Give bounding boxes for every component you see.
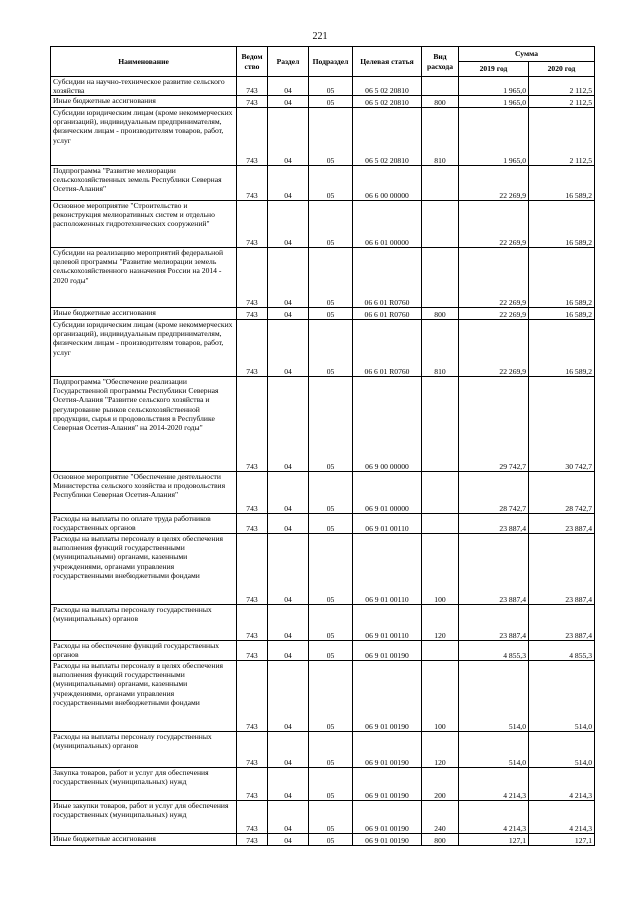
cell-name: Расходы на выплаты персоналу государственных (муниципальных) органов [51, 732, 237, 768]
cell-v2019: 28 742,7 [459, 472, 529, 514]
cell-type: 100 [422, 534, 459, 605]
table-row [51, 732, 595, 768]
cell-section: 04 [268, 77, 309, 96]
cell-subsection: 05 [309, 534, 353, 605]
cell-v2019: 127,1 [459, 834, 529, 846]
cell-name: Основное мероприятие "Обеспечение деятельности Министерства сельского хозяйства и продовольствия Республики Северная Осетия-Алания" [51, 472, 237, 514]
cell-v2019: 1 965,0 [459, 108, 529, 166]
cell-section: 04 [268, 768, 309, 801]
cell-target: 06 9 01 00190 [353, 661, 422, 732]
cell-target: 06 9 01 00190 [353, 768, 422, 801]
cell-subsection: 05 [309, 801, 353, 834]
cell-target: 06 9 01 00190 [353, 801, 422, 834]
cell-type: 800 [422, 308, 459, 320]
cell-ministry: 743 [237, 768, 268, 801]
table-row [51, 834, 595, 846]
cell-v2019: 514,0 [459, 732, 529, 768]
cell-target: 06 5 02 20810 [353, 77, 422, 96]
cell-type [422, 166, 459, 201]
cell-v2020: 23 887,4 [529, 605, 595, 641]
cell-v2019: 4 214,3 [459, 801, 529, 834]
table-row [51, 641, 595, 661]
cell-ministry: 743 [237, 377, 268, 472]
table-row [51, 605, 595, 641]
cell-v2020: 16 589,2 [529, 320, 595, 377]
cell-subsection: 05 [309, 320, 353, 377]
header-amount: Сумма [459, 47, 595, 62]
cell-subsection: 05 [309, 661, 353, 732]
cell-name: Субсидии юридическим лицам (кроме некоммерческих организаций), индивидуальным предпринимателям, физическим лицам - производителям товаров, работ, услуг [51, 320, 237, 377]
cell-section: 04 [268, 308, 309, 320]
cell-type: 120 [422, 605, 459, 641]
cell-v2020: 4 855,3 [529, 641, 595, 661]
cell-name: Подпрограмма "Развитие мелиорации сельскохозяйственных земель Республики Северная Осетия-Алания" [51, 166, 237, 201]
cell-section: 04 [268, 661, 309, 732]
cell-target: 06 9 00 00000 [353, 377, 422, 472]
cell-name: Основное мероприятие "Строительство и реконструкция мелиоративных систем и отдельно расположенных гидротехнических сооружений" [51, 201, 237, 248]
header-type: Вид расхода [422, 47, 459, 77]
cell-subsection: 05 [309, 308, 353, 320]
cell-ministry: 743 [237, 801, 268, 834]
table-row [51, 248, 595, 308]
cell-ministry: 743 [237, 108, 268, 166]
cell-ministry: 743 [237, 308, 268, 320]
cell-section: 04 [268, 801, 309, 834]
cell-ministry: 743 [237, 77, 268, 96]
cell-subsection: 05 [309, 605, 353, 641]
cell-v2020: 4 214,3 [529, 768, 595, 801]
cell-name: Расходы на выплаты персоналу в целях обеспечения выполнения функций государственными (муниципальными) органами, казенными учреждениями, органами управления государственными внебюджетными фондами [51, 661, 237, 732]
cell-subsection: 05 [309, 96, 353, 108]
cell-v2020: 23 887,4 [529, 534, 595, 605]
cell-type: 800 [422, 834, 459, 846]
page-number: 221 [312, 31, 328, 42]
table-row [51, 472, 595, 514]
table-row [51, 96, 595, 108]
cell-v2019: 23 887,4 [459, 534, 529, 605]
cell-type: 240 [422, 801, 459, 834]
cell-v2019: 22 269,9 [459, 248, 529, 308]
cell-target: 06 6 01 00000 [353, 201, 422, 248]
cell-section: 04 [268, 534, 309, 605]
cell-target: 06 9 01 00190 [353, 732, 422, 768]
cell-name: Иные бюджетные ассигнования [51, 96, 237, 108]
cell-name: Субсидии на научно-техническое развитие сельского хозяйства [51, 77, 237, 96]
cell-name: Расходы на выплаты персоналу в целях обеспечения выполнения функций государственными (муниципальными) органами, казенными учреждениями, органами управления государственными внебюджетными фондами [51, 534, 237, 605]
cell-type [422, 77, 459, 96]
cell-v2020: 16 589,2 [529, 166, 595, 201]
cell-ministry: 743 [237, 661, 268, 732]
table-row [51, 77, 595, 96]
cell-target: 06 9 01 00190 [353, 834, 422, 846]
cell-v2020: 2 112,5 [529, 77, 595, 96]
cell-ministry: 743 [237, 166, 268, 201]
cell-section: 04 [268, 641, 309, 661]
table-row [51, 201, 595, 248]
cell-type [422, 641, 459, 661]
cell-section: 04 [268, 201, 309, 248]
cell-v2019: 1 965,0 [459, 96, 529, 108]
cell-name: Расходы на выплаты персоналу государственных (муниципальных) органов [51, 605, 237, 641]
cell-section: 04 [268, 472, 309, 514]
cell-target: 06 9 01 00110 [353, 534, 422, 605]
cell-name: Закупка товаров, работ и услуг для обеспечения государственных (муниципальных) нужд [51, 768, 237, 801]
cell-v2020: 514,0 [529, 732, 595, 768]
cell-name: Иные бюджетные ассигнования [51, 834, 237, 846]
cell-v2019: 22 269,9 [459, 201, 529, 248]
table-row [51, 661, 595, 732]
cell-section: 04 [268, 514, 309, 534]
cell-target: 06 6 01 R0760 [353, 308, 422, 320]
cell-target: 06 9 01 00000 [353, 472, 422, 514]
cell-type: 810 [422, 320, 459, 377]
cell-type [422, 514, 459, 534]
cell-v2020: 127,1 [529, 834, 595, 846]
cell-name: Субсидии на реализацию мероприятий федеральной целевой программы "Развитие мелиорации земель сельскохозяйственного назначения России на 2014 - 2020 годы" [51, 248, 237, 308]
cell-subsection: 05 [309, 201, 353, 248]
cell-ministry: 743 [237, 834, 268, 846]
cell-v2020: 28 742,7 [529, 472, 595, 514]
cell-v2019: 514,0 [459, 661, 529, 732]
cell-section: 04 [268, 108, 309, 166]
cell-name: Подпрограмма "Обеспечение реализации Государственной программы Республики Северная Осетия-Алания "Развитие сельского хозяйства и регулирование рынков сельскохозяйственной продукции, сырья и продовольствия в Республике Северная Осетия-Алания" на 2014-2020 годы" [51, 377, 237, 472]
table-body [51, 77, 595, 846]
cell-target: 06 5 02 20810 [353, 108, 422, 166]
cell-ministry: 743 [237, 472, 268, 514]
table-row [51, 534, 595, 605]
table-row [51, 801, 595, 834]
cell-type [422, 472, 459, 514]
header-year-2019: 2019 год [459, 62, 529, 77]
cell-section: 04 [268, 605, 309, 641]
cell-subsection: 05 [309, 248, 353, 308]
cell-v2019: 1 965,0 [459, 77, 529, 96]
cell-ministry: 743 [237, 96, 268, 108]
cell-target: 06 9 01 00110 [353, 605, 422, 641]
table-row [51, 514, 595, 534]
cell-section: 04 [268, 166, 309, 201]
cell-subsection: 05 [309, 732, 353, 768]
cell-name: Иные бюджетные ассигнования [51, 308, 237, 320]
cell-v2019: 22 269,9 [459, 320, 529, 377]
cell-subsection: 05 [309, 166, 353, 201]
cell-ministry: 743 [237, 605, 268, 641]
cell-v2020: 30 742,7 [529, 377, 595, 472]
cell-v2020: 4 214,3 [529, 801, 595, 834]
cell-section: 04 [268, 834, 309, 846]
cell-type: 800 [422, 96, 459, 108]
cell-subsection: 05 [309, 514, 353, 534]
cell-subsection: 05 [309, 834, 353, 846]
table-row [51, 108, 595, 166]
header-year-2020: 2020 год [529, 62, 595, 77]
cell-subsection: 05 [309, 108, 353, 166]
table-row [51, 320, 595, 377]
cell-target: 06 6 01 R0760 [353, 248, 422, 308]
cell-section: 04 [268, 248, 309, 308]
cell-v2020: 2 112,5 [529, 96, 595, 108]
cell-section: 04 [268, 732, 309, 768]
cell-ministry: 743 [237, 248, 268, 308]
cell-v2020: 23 887,4 [529, 514, 595, 534]
cell-target: 06 6 00 00000 [353, 166, 422, 201]
cell-subsection: 05 [309, 77, 353, 96]
cell-subsection: 05 [309, 377, 353, 472]
header-ministry: Ведом ство [237, 47, 268, 77]
table-row [51, 768, 595, 801]
cell-section: 04 [268, 96, 309, 108]
cell-ministry: 743 [237, 641, 268, 661]
table-row [51, 377, 595, 472]
header-target: Целевая статья [353, 47, 422, 77]
cell-v2020: 16 589,2 [529, 248, 595, 308]
cell-v2020: 514,0 [529, 661, 595, 732]
budget-table [50, 46, 595, 846]
cell-type: 810 [422, 108, 459, 166]
cell-type [422, 201, 459, 248]
cell-target: 06 9 01 00190 [353, 641, 422, 661]
cell-v2019: 4 214,3 [459, 768, 529, 801]
cell-v2020: 16 589,2 [529, 201, 595, 248]
cell-section: 04 [268, 377, 309, 472]
cell-v2019: 23 887,4 [459, 605, 529, 641]
cell-target: 06 5 02 20810 [353, 96, 422, 108]
cell-v2019: 22 269,9 [459, 308, 529, 320]
cell-subsection: 05 [309, 768, 353, 801]
cell-ministry: 743 [237, 201, 268, 248]
cell-v2020: 16 589,2 [529, 308, 595, 320]
cell-v2019: 22 269,9 [459, 166, 529, 201]
cell-type: 120 [422, 732, 459, 768]
table-row [51, 308, 595, 320]
cell-type: 100 [422, 661, 459, 732]
header-subsection: Подраздел [309, 47, 353, 77]
cell-name: Расходы на обеспечение функций государственных органов [51, 641, 237, 661]
cell-type [422, 377, 459, 472]
table-row [51, 166, 595, 201]
cell-v2019: 23 887,4 [459, 514, 529, 534]
cell-type [422, 248, 459, 308]
cell-ministry: 743 [237, 732, 268, 768]
cell-name: Расходы на выплаты по оплате труда работников государственных органов [51, 514, 237, 534]
cell-v2019: 4 855,3 [459, 641, 529, 661]
cell-name: Иные закупки товаров, работ и услуг для обеспечения государственных (муниципальных) нужд [51, 801, 237, 834]
cell-target: 06 6 01 R0760 [353, 320, 422, 377]
header-section: Раздел [268, 47, 309, 77]
cell-subsection: 05 [309, 641, 353, 661]
cell-ministry: 743 [237, 534, 268, 605]
cell-target: 06 9 01 00110 [353, 514, 422, 534]
cell-v2020: 2 112,5 [529, 108, 595, 166]
cell-section: 04 [268, 320, 309, 377]
cell-type: 200 [422, 768, 459, 801]
cell-ministry: 743 [237, 514, 268, 534]
cell-subsection: 05 [309, 472, 353, 514]
header-name: Наименование [51, 47, 237, 77]
cell-ministry: 743 [237, 320, 268, 377]
cell-name: Субсидии юридическим лицам (кроме некоммерческих организаций), индивидуальным предпринимателям, физическим лицам - производителям товаров, работ, услуг [51, 108, 237, 166]
cell-v2019: 29 742,7 [459, 377, 529, 472]
